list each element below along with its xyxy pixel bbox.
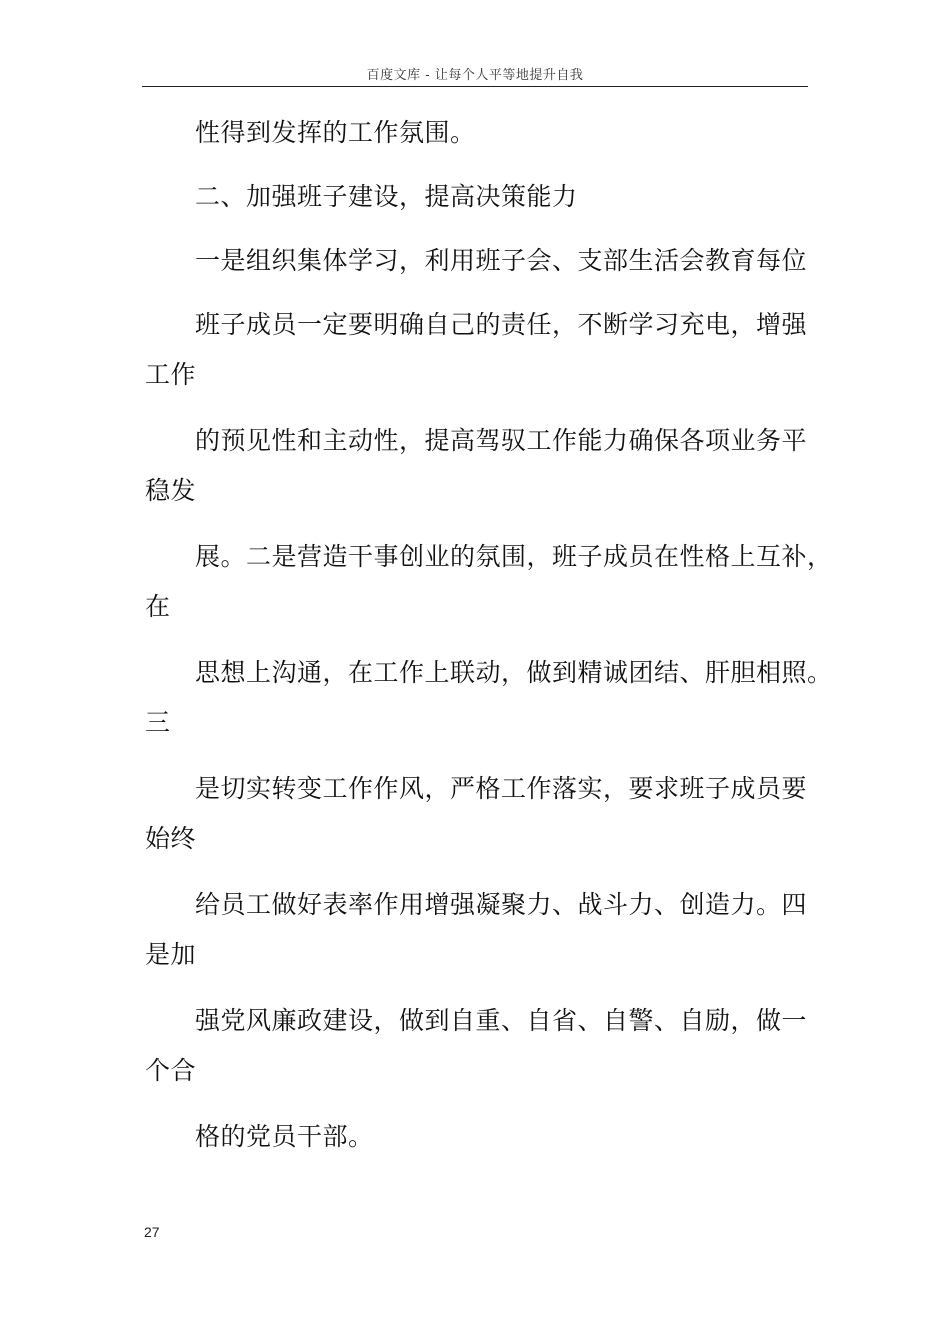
text-line-wrap: 稳发	[145, 476, 197, 505]
document-body	[145, 108, 833, 1162]
text-line-wrap: 在	[145, 592, 171, 621]
text-line-wrap: 个合	[145, 1056, 197, 1085]
text-line: 给员工做好表率作用增强凝聚力、战斗力、创造力。四	[195, 890, 808, 919]
page-header	[142, 58, 808, 87]
text-line: 班子成员一定要明确自己的责任，不断学习充电，增强	[195, 310, 808, 339]
text-line: 是切实转变工作作风，严格工作落实，要求班子成员要	[195, 774, 808, 803]
text-line: 性得到发挥的工作氛围。	[195, 118, 476, 147]
text-line: 一是组织集体学习，利用班子会、支部生活会教育每位	[195, 246, 808, 275]
text-line: 的预见性和主动性，提高驾驭工作能力确保各项业务平	[195, 426, 808, 455]
text-line: 强党风廉政建设，做到自重、自省、自警、自励，做一	[195, 1006, 808, 1035]
text-line-wrap: 始终	[145, 824, 197, 853]
text-line: 格的党员干部。	[195, 1122, 374, 1151]
header-title: 百度文库 - 让每个人平等地提升自我	[366, 68, 584, 83]
section-heading: 二、加强班子建设，提高决策能力	[195, 182, 578, 211]
text-line-wrap: 三	[145, 708, 171, 737]
text-line: 展。二是营造干事创业的氛围，班子成员在性格上互补，	[195, 542, 833, 571]
text-line-wrap: 是加	[145, 940, 197, 969]
text-line: 思想上沟通，在工作上联动，做到精诚团结、肝胆相照。	[195, 658, 833, 687]
text-line-wrap: 工作	[145, 360, 197, 389]
page-number: 27	[144, 1224, 160, 1240]
